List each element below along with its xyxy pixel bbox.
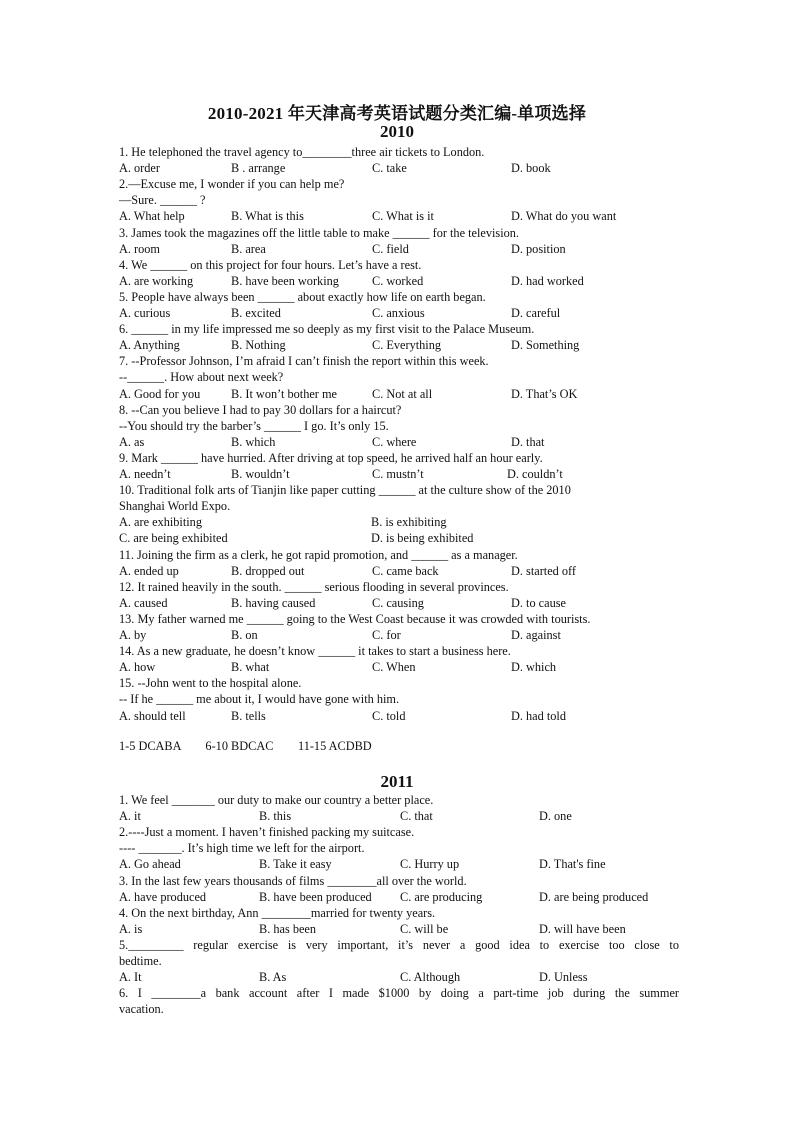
- option-c: C. came back: [372, 563, 439, 578]
- option-a: A. Go ahead: [119, 857, 181, 872]
- options-row: [119, 856, 679, 872]
- question-stem: --You should try the barber’s ______ I go. It’s only 15.: [119, 418, 389, 433]
- year-heading-2011: 2011: [380, 772, 414, 791]
- question-stem: 1. He telephoned the travel agency to________three air tickets to London.: [119, 145, 485, 159]
- option-a: A. Good for you: [119, 386, 201, 401]
- option-a: A. by: [119, 628, 147, 642]
- options-row: [119, 160, 679, 176]
- option-d: D. will have been: [539, 921, 626, 936]
- option-d: D. to cause: [511, 595, 566, 610]
- question-stem: —Sure. ______ ?: [119, 193, 206, 208]
- answer-key-2010: 1-5 DCABA 6-10 BDCAC 11-15 ACDBD: [119, 739, 372, 753]
- question-stem: 5. People have always been ______ about exactly how life on earth began.: [119, 289, 486, 304]
- options-row: [119, 337, 679, 353]
- option-a: A. are exhibiting: [119, 515, 202, 530]
- option-b: B. this: [259, 809, 292, 824]
- option-a: A. are working: [119, 273, 194, 288]
- option-c: C. Hurry up: [400, 857, 460, 872]
- question-stem: vacation.: [119, 1002, 164, 1017]
- option-b: B. Nothing: [231, 338, 286, 353]
- option-c: C. where: [372, 434, 417, 449]
- question-stem: 11. Joining the firm as a clerk, he got rapid promotion, and ______ as a manager.: [119, 547, 518, 562]
- option-b: B. It won’t bother me: [231, 386, 337, 401]
- option-d: D. are being produced: [539, 889, 649, 904]
- option-a: A. ended up: [119, 563, 179, 578]
- option-b: B . arrange: [231, 161, 286, 176]
- options-row: [119, 530, 679, 546]
- option-d: D. book: [511, 161, 551, 176]
- option-c: C. for: [372, 628, 401, 642]
- question-stem: 5._________ regular exercise is very important, it’s never a good idea to exercise too close to: [119, 937, 679, 952]
- option-a: A. how: [119, 660, 156, 675]
- option-d: D. That’s OK: [511, 386, 578, 401]
- option-c: C. worked: [372, 273, 424, 288]
- options-row: [119, 208, 679, 224]
- options-row: [119, 808, 679, 824]
- option-c: C. anxious: [372, 306, 425, 320]
- option-a: A. What help: [119, 209, 185, 224]
- option-b: B. tells: [231, 708, 266, 723]
- option-b: B. As: [259, 970, 287, 985]
- question-stem: 13. My father warned me ______ going to the West Coast because it was crowded with tourists.: [119, 611, 591, 626]
- option-c: C. told: [372, 708, 406, 723]
- option-d: D. That's fine: [539, 857, 606, 872]
- question-stem: 6. ______ in my life impressed me so deeply as my first visit to the Palace Museum.: [119, 322, 535, 337]
- option-b: B. what: [231, 660, 270, 675]
- option-c: C. will be: [400, 921, 449, 936]
- option-c: C. mustn’t: [372, 467, 424, 481]
- options-row: [119, 305, 679, 321]
- option-b: B. Take it easy: [259, 857, 332, 872]
- option-d: D. is being exhibited: [371, 531, 474, 546]
- option-a: A. have produced: [119, 889, 207, 904]
- question-stem: 9. Mark ______ have hurried. After driving at top speed, he arrived half an hour early.: [119, 450, 543, 465]
- option-c: C. Although: [400, 970, 461, 985]
- option-c: C. What is it: [372, 209, 434, 224]
- options-row: [119, 969, 679, 985]
- option-d: D. against: [511, 628, 561, 642]
- option-c: C. are being exhibited: [119, 531, 228, 546]
- option-a: A. room: [119, 241, 160, 256]
- option-d: D. had told: [511, 708, 566, 723]
- question-stem: 15. --John went to the hospital alone.: [119, 676, 302, 691]
- option-d: D. Something: [511, 338, 580, 353]
- question-stem: 2.----Just a moment. I haven’t finished packing my suitcase.: [119, 825, 415, 840]
- options-row: [119, 563, 679, 579]
- option-b: B. has been: [259, 921, 317, 936]
- option-a: A. is: [119, 921, 143, 936]
- option-d: D. position: [511, 241, 566, 256]
- option-c: C. take: [372, 161, 407, 176]
- options-row: [119, 595, 679, 611]
- option-b: B. wouldn’t: [231, 467, 290, 481]
- option-b: B. have been produced: [259, 889, 372, 904]
- options-row: [119, 434, 679, 450]
- options-row: [119, 273, 679, 289]
- options-row: [119, 708, 679, 724]
- option-c: C. causing: [372, 595, 424, 610]
- option-d: D. couldn’t: [507, 467, 563, 481]
- question-stem: 2.—Excuse me, I wonder if you can help me?: [119, 177, 345, 192]
- option-b: B. on: [231, 628, 258, 642]
- question-stem: 1. We feel _______ our duty to make our country a better place.: [119, 793, 434, 807]
- options-row: [119, 659, 679, 675]
- question-stem: 4. We ______ on this project for four hours. Let’s have a rest.: [119, 257, 422, 272]
- option-b: B. have been working: [231, 273, 339, 288]
- option-a: A. curious: [119, 306, 171, 320]
- option-c: C. field: [372, 241, 409, 256]
- question-stem: 4. On the next birthday, Ann ________married for twenty years.: [119, 905, 436, 920]
- option-b: B. having caused: [231, 595, 316, 610]
- option-d: D. one: [539, 809, 572, 824]
- year-heading-2010: 2010: [380, 122, 414, 141]
- page-title: 2010-2021 年天津高考英语试题分类汇编-单项选择: [207, 104, 587, 123]
- option-c: C. are producing: [400, 889, 483, 904]
- option-a: A. needn’t: [119, 467, 171, 481]
- option-a: A. should tell: [119, 708, 186, 723]
- option-b: B. dropped out: [231, 563, 305, 578]
- option-b: B. area: [231, 241, 266, 256]
- question-stem: --______. How about next week?: [119, 370, 284, 385]
- question-stem: -- If he ______ me about it, I would have gone with him.: [119, 692, 400, 707]
- question-stem: 12. It rained heavily in the south. ______ serious flooding in several provinces.: [119, 579, 509, 594]
- option-b: B. What is this: [231, 209, 304, 224]
- option-b: B. which: [231, 434, 276, 449]
- option-a: A. Anything: [119, 338, 180, 353]
- option-a: A. It: [119, 970, 142, 985]
- option-c: C. Everything: [372, 338, 441, 353]
- question-stem: 3. In the last few years thousands of films ________all over the world.: [119, 873, 467, 888]
- option-c: C. Not at all: [372, 386, 433, 401]
- options-row: [119, 514, 679, 530]
- options-row: [119, 466, 679, 482]
- option-a: A. it: [119, 809, 141, 824]
- options-row: [119, 241, 679, 257]
- question-stem: 3. James took the magazines off the little table to make ______ for the television.: [119, 225, 520, 240]
- question-stem: 10. Traditional folk arts of Tianjin like paper cutting ______ at the culture show of the 2010: [119, 483, 571, 498]
- options-row: [119, 889, 679, 905]
- option-c: C. that: [400, 809, 433, 824]
- options-row: [119, 627, 679, 643]
- option-a: A. as: [119, 434, 145, 449]
- question-stem: 6. I ________a bank account after I made $1000 by doing a part-time job during the summer: [119, 986, 679, 1001]
- option-d: D. had worked: [511, 273, 584, 288]
- option-d: D. which: [511, 660, 557, 675]
- question-stem: ---- _______. It’s high time we left for the airport.: [119, 841, 365, 856]
- option-b: B. is exhibiting: [371, 515, 447, 530]
- option-a: A. caused: [119, 595, 168, 610]
- question-stem: bedtime.: [119, 954, 162, 968]
- question-stem: 7. --Professor Johnson, I’m afraid I can’t finish the report within this week.: [119, 354, 489, 369]
- option-d: D. careful: [511, 306, 561, 320]
- option-b: B. excited: [231, 306, 281, 320]
- option-c: C. When: [372, 660, 416, 675]
- question-stem: 8. --Can you believe I had to pay 30 dollars for a haircut?: [119, 402, 402, 417]
- option-d: D. What do you want: [511, 209, 617, 224]
- options-row: [119, 386, 679, 402]
- question-stem: Shanghai World Expo.: [119, 499, 231, 514]
- option-d: D. that: [511, 434, 545, 449]
- options-row: [119, 921, 679, 937]
- option-d: D. started off: [511, 563, 576, 578]
- question-stem: 14. As a new graduate, he doesn’t know ______ it takes to start a business here.: [119, 644, 511, 659]
- option-a: A. order: [119, 161, 160, 176]
- option-d: D. Unless: [539, 970, 588, 985]
